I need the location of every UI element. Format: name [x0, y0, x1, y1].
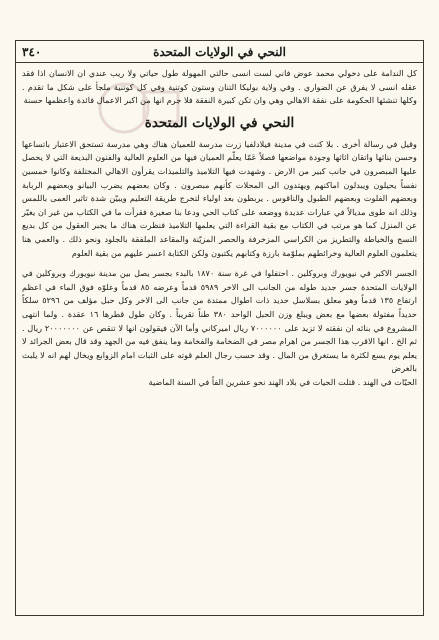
paragraph-gap: [22, 260, 417, 267]
page-header: [16, 41, 423, 63]
paragraph-bridge: الجسر الاكبر في نيويورك وبروكلين . احتفلوا في غرة سنة ١٨٧٠ بالبدء بجسر يصل بين مدينة نيويورك وبروكلين في الولايات المتحدة جسر جديد طوله من الجانب الى الاخر ٥٩٨٩ قدماً وعرضه ٨٥ قدماً وعلوّه فوق الماء في اعظم ارتفاع ١٣٥ قدماً وهو معلق بسلاسل حديد ذات اطوال ممتدة من جانب الى الاخر وكل حبل مؤلف من ٥٢٩٦ سلكاً حديداً مفتولة بعضها مع بعض ويبلغ وزن الحبل الواحد ٣٨٠ طناً تقريباً . وكان طول قطرها ١٦ عقدة . ولما انتهى المشروع في بنائه ان نفقته لا تزيد على ٧٠٠٠٠٠٠ ريال اميركاني وأما الآن فيقولون انها لا تنقص عن ٢٠٠٠٠٠٠٠ ريال . ثم الخ . انها الاقرب هذا الجسر من اهرام مصر في الضخامة والفخامة وما ينفق فيه من الجهد وقد قال بعض الجرائد لا يعلم يوم يسع لكثرة ما يستغرق من المال . وقد حسب رجال العلم قوته على الثبات امام الزوابع ويخال لهم انه لا يلبث بالغرض: [22, 268, 418, 374]
page-number: ٣٤٠: [22, 45, 42, 59]
page-body: [22, 67, 417, 611]
paragraph-snakes: الحيّات في الهند . قتلت الحيات في بلاد الهند نحو عشرين الفاً في السنة الماضية: [148, 376, 417, 387]
running-title: النحي في الولايات المتحدة: [153, 45, 286, 59]
paragraph-blind-school: وقيل في رسالة أخرى . بلا كنت في مدينة فيلادلفيا زرت مدرسة للعميان هناك وهي مدرسة تستحق الاعتبار باتساعها وحسن بنائها واتقان اثاثها وجودة مواضعها فصلاً عَمّا يعلّم العميان فيها من العلوم العالية والفنون البديعة التي لا يحصل عليها المبصرون في جانب كبير من الارض . وشهدت فيها التلاميذ والتلميذات يقرأون الاهالي المختلفة وكانوا خمسين نفساً يحيلون ويبدلون اماكنهم ويهتدون الى المحلات كأنهم مبصرون . وكان بعضهم يضرب البيانو وبعضهم الربابة وبعضهم الفلوت وبعضهم الطبول والناقوس . يربطون بعد اولياء لتخرج طريقة التعليم ويبيّن شدة تاثير العمى باللمس وذلك انه طوى مديالاً في عبارات عديدة ووضعه على كتاب الحي ودعا بنا صغيرة فقرأت ما في الكتاب من غير ان يغيّر عن المنزل كما هو مرتب في الكتاب مع بقية القراءة التي يعلمها التلاميذ فنظرت هناك ما يجبر العقول من كل بديع النسج والخياطة والتطريز من الكراسي المزخرفة والحصر المزيّنة والمقاعد الملفقة بالجلود ونحو ذلك . والعمي هنا يتعلمون العلوم العالية وخرائطهم بملوّمة بارزة وكتابهم يكتبون ولكن الكتابة اعسر عليهم من بقية العلوم: [22, 138, 417, 258]
section-heading: النحي في الولايات المتحدة: [144, 114, 295, 131]
intro-paragraph: كل الندامة على دخولي محمد عوض فاني لست انسى حالتي المهولة طول حياتي ولا ريب عندي ان الانسان اذا فقد عقله انسى لا يفرق عن الضواري . وفي ولاية بوليكا التنان وستون كوتنية وفي كل كوتنية ملجأ على شكل ما تقدم . وكلها تنشئها الحكومة على نفقة الاهالي وهي وان تكن كبيرة النفقة فلا جرم انها من اكبر الاعمال فائدة واعظمها حسنة: [22, 68, 417, 106]
page-frame: [15, 40, 424, 616]
